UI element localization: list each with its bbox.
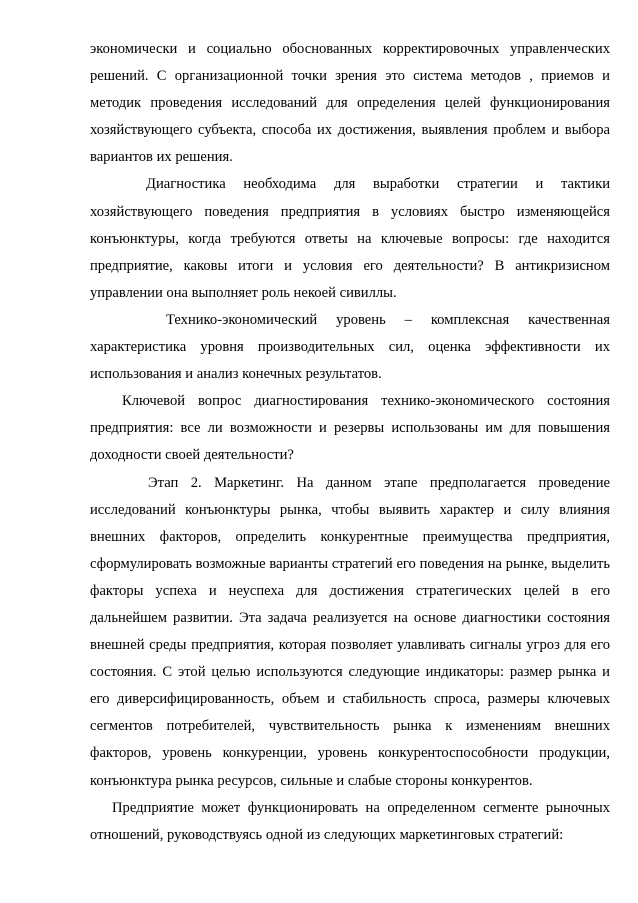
paragraph-diagnostics-purpose: Диагностика необходима для выработки стратегии и тактики хозяйствующего поведения предприятия в условиях быстро изменяющейся конъюнктуры, когда требуются ответы на ключевые вопросы: где находится предприятие, каковы итоги и условия его деятельности? В антикризисном управлении она выполняет роль некоей сивиллы.	[90, 176, 610, 301]
paragraph-marketing-strategies: Предприятие может функционировать на определенном сегменте рыночных отношений, руководствуясь одной из следующих маркетинговых стратегий:	[90, 799, 610, 843]
paragraph-key-question: Ключевой вопрос диагностирования технико-экономического состояния предприятия: все ли возможности и резервы использованы им для повышения доходности своей деятельности?	[90, 393, 610, 464]
paragraph-diagnostics-definition: экономически и социально обоснованных корректировочных управленческих решений. С организационной точки зрения это система методов , приемов и методик проведения исследований для определения целей функционирования хозяйствующего субъекта, способа их достижения, выявления проблем и выбора вариантов их решения.	[90, 41, 610, 166]
paragraph-technical-economic-level: Технико-экономический уровень – комплексная качественная характеристика уровня производительных сил, оценка эффективности их использования и анализ конечных результатов.	[90, 311, 610, 383]
paragraph-stage-2-marketing: Этап 2. Маркетинг. На данном этапе предполагается проведение исследований конъюнктуры рынка, чтобы выявить характер и силу влияния внешних факторов, определить конкурентные преимущества предприятия, сформулировать возможные варианты стратегий его поведения на рынке, выделить факторы успеха и неуспеха для достижения стратегических целей в его дальнейшем развитии. Эта задача реализуется на основе диагностики состояния внешней среды предприятия, которая позволяет улавливать сигналы угроз для его состояния. С этой целью используются следующие индикаторы: размер рынка и его диверсифицированность, объем и стабильность спроса, размеры ключевых сегментов потребителей, чувствительность рынка к изменениям внешних факторов, уровень конкуренции, уровень конкурентоспособности продукции, конъюнктура рынка ресурсов, сильные и слабые стороны конкурентов.	[90, 474, 610, 789]
